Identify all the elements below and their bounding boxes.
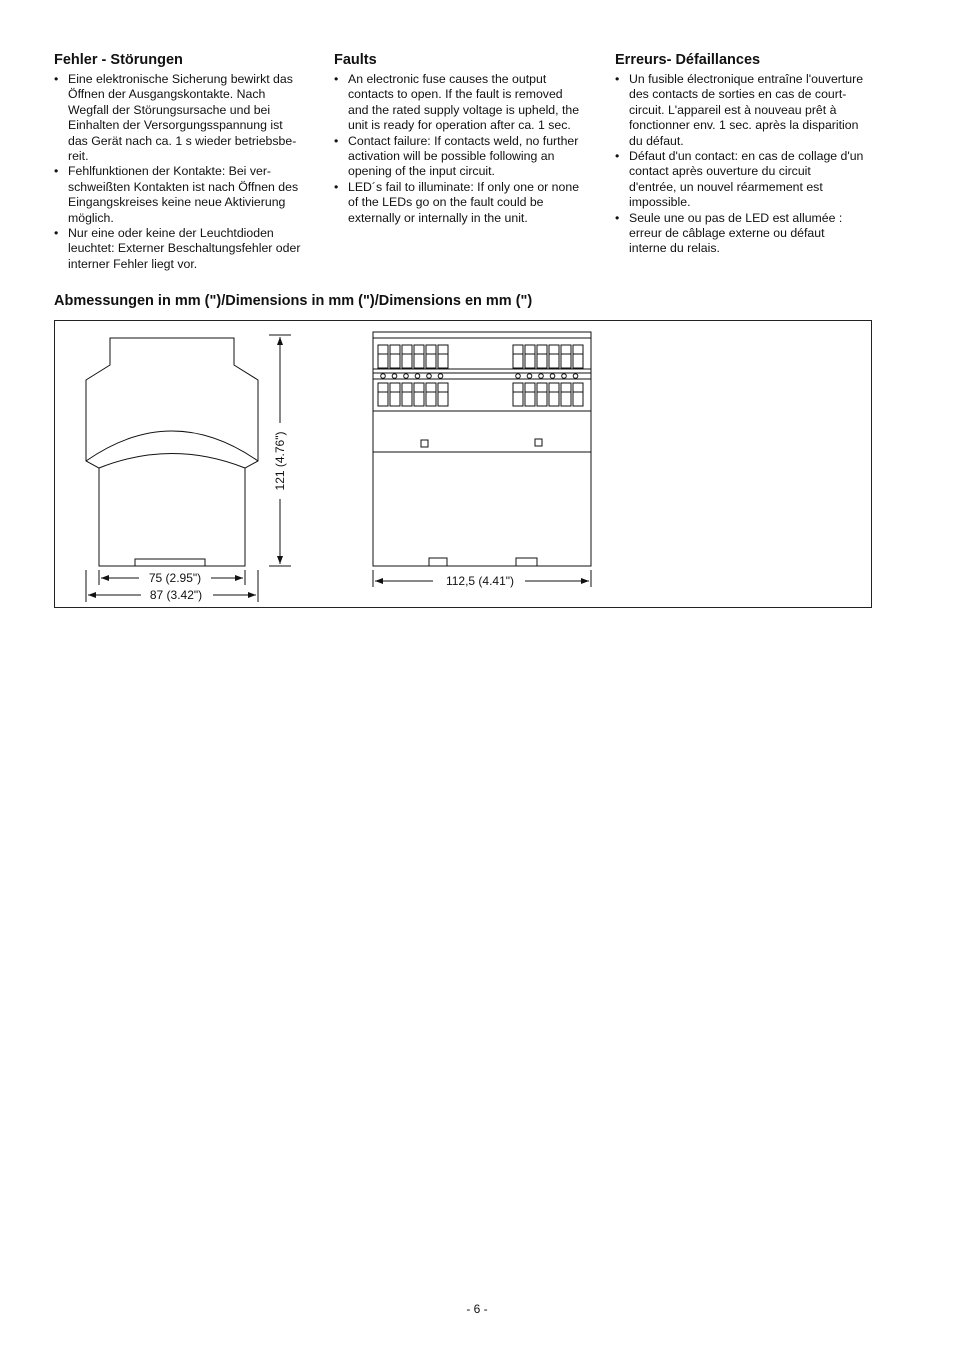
bullet-line: Un fusible électronique entraîne l'ouverture	[629, 72, 864, 86]
bullet-line: Défaut d'un contact: en cas de collage d'un	[629, 149, 864, 164]
bullet-line: Contact failure: If contacts weld, no further	[348, 133, 579, 148]
terminal-screw	[438, 374, 443, 379]
terminal-slot	[513, 383, 523, 406]
bullet-line: opening of the input circuit.	[348, 164, 495, 179]
bullet-line: circuit. L'appareil est à nouveau prêt à	[629, 102, 837, 117]
bullet-glyph: •	[54, 72, 59, 86]
terminal-slot	[549, 383, 559, 406]
page-number: - 6 -	[466, 1302, 488, 1316]
terminal-slot	[378, 345, 388, 368]
bullet-glyph: •	[334, 133, 339, 148]
terminal-slot	[537, 345, 547, 368]
bullet-line: das Gerät nach ca. 1 s wieder betriebsbe-	[68, 133, 297, 148]
bullet-line: des contacts de sorties en cas de court-	[629, 87, 847, 102]
terminal-slot	[402, 383, 412, 406]
heading-german: Fehler - Störungen	[54, 52, 183, 68]
terminal-slot	[402, 345, 412, 368]
bullet-item	[615, 211, 877, 257]
bullet-line: möglich.	[68, 210, 114, 225]
bullet-line: Öffnen der Ausgangskontakte. Nach	[68, 87, 266, 102]
column-english	[334, 52, 596, 226]
bullet-glyph: •	[334, 179, 339, 194]
bullet-line: externally or internally in the unit.	[348, 210, 528, 225]
bullet-item	[334, 72, 596, 134]
heading-french: Erreurs- Défaillances	[615, 52, 761, 68]
terminal-slot	[378, 383, 388, 406]
terminal-screw	[562, 374, 567, 379]
bullet-glyph: •	[615, 149, 620, 164]
list-english	[334, 72, 596, 226]
dimensions-frame	[54, 320, 872, 608]
bullet-line: of the LEDs go on the fault could be	[348, 195, 544, 210]
terminal-slot	[537, 383, 547, 406]
bullet-line: impossible.	[629, 195, 691, 210]
terminal-screw	[516, 374, 521, 379]
terminal-slot	[573, 345, 583, 368]
terminal-slot	[438, 383, 448, 406]
bullet-line: contact après ouverture du circuit	[629, 164, 811, 179]
bullet-line: contacts to open. If the fault is removed	[348, 87, 563, 102]
terminal-slot	[525, 383, 535, 406]
bullet-item	[54, 72, 316, 164]
heading-english: Faults	[334, 52, 377, 68]
bullet-item	[615, 149, 877, 211]
bullet-line: erreur de câblage externe ou défaut	[629, 226, 825, 241]
bullet-line: activation will be possible following an	[348, 149, 555, 164]
front-view-outline	[373, 332, 591, 566]
bullet-item	[54, 226, 316, 272]
terminal-slot	[390, 345, 400, 368]
terminal-slot	[561, 345, 571, 368]
bullet-line: Seule une ou pas de LED est allumée :	[629, 210, 843, 225]
bullet-line: d'entrée, un nouvel réarmement est	[629, 179, 823, 194]
terminal-screw	[427, 374, 432, 379]
terminal-screw	[415, 374, 420, 379]
terminal-screw	[527, 374, 532, 379]
width-inner-label: 75 (2.95")	[148, 571, 202, 585]
bullet-line: du défaut.	[629, 133, 684, 148]
height-label: 121 (4.76")	[273, 431, 287, 491]
terminal-screw	[392, 374, 397, 379]
bullet-item	[615, 72, 877, 149]
bullet-line: and the rated supply voltage is upheld, the	[348, 102, 580, 117]
bullet-line: unit is ready for operation after ca. 1 sec.	[348, 118, 571, 133]
bullet-line: fonctionner env. 1 sec. après la disparition	[629, 118, 859, 133]
bullet-glyph: •	[615, 72, 620, 86]
terminal-slot	[414, 383, 424, 406]
bullet-line: Eingangskreises keine neue Aktivierung	[68, 195, 286, 210]
bullet-line: Eine elektronische Sicherung bewirkt das	[68, 72, 293, 86]
terminal-slot	[525, 345, 535, 368]
bullet-item	[334, 180, 596, 226]
column-french	[615, 52, 877, 257]
terminal-slot	[390, 383, 400, 406]
bullet-line: reit.	[68, 149, 89, 164]
terminal-slot	[513, 345, 523, 368]
terminal-screw	[381, 374, 386, 379]
side-view-outline	[86, 338, 258, 566]
terminal-blocks	[378, 345, 583, 406]
bullet-line: An electronic fuse causes the output	[348, 72, 547, 86]
list-german	[54, 72, 316, 272]
terminal-screw	[404, 374, 409, 379]
bullet-line: Fehlfunktionen der Kontakte: Bei ver-	[68, 164, 272, 179]
bullet-line: Wegfall der Störungsursache und bei	[68, 102, 271, 117]
terminal-screw	[539, 374, 544, 379]
bullet-item	[54, 164, 316, 226]
column-german	[54, 52, 316, 272]
terminal-slot	[549, 345, 559, 368]
list-french	[615, 72, 877, 257]
bullet-line: interne du relais.	[629, 241, 720, 256]
bullet-glyph: •	[54, 226, 59, 241]
bullet-line: LED´s fail to illuminate: If only one or none	[348, 179, 580, 194]
bullet-line: schweißten Kontakten ist nach Öffnen des	[68, 179, 299, 194]
terminal-screw	[550, 374, 555, 379]
terminal-slot	[438, 345, 448, 368]
dimension-drawing	[55, 321, 873, 609]
bullet-line: leuchtet: Externer Beschaltungsfehler oder	[68, 241, 301, 256]
width-outer-label: 87 (3.42")	[149, 588, 203, 602]
terminal-slot	[426, 345, 436, 368]
bullet-line: Einhalten der Versorgungsspannung ist	[68, 118, 283, 133]
front-width-label: 112,5 (4.41")	[445, 574, 515, 588]
terminal-slot	[573, 383, 583, 406]
bullet-glyph: •	[334, 72, 339, 86]
bullet-line: interner Fehler liegt vor.	[68, 256, 198, 271]
terminal-slot	[414, 345, 424, 368]
terminal-slot	[561, 383, 571, 406]
bullet-line: Nur eine oder keine der Leuchtdioden	[68, 226, 274, 241]
terminal-screw	[573, 374, 578, 379]
bullet-item	[334, 134, 596, 180]
bullet-glyph: •	[615, 210, 620, 225]
dimensions-heading: Abmessungen in mm (")/Dimensions in mm (")/Dimensions en mm (")	[54, 293, 533, 309]
terminal-slot	[426, 383, 436, 406]
bullet-glyph: •	[54, 164, 59, 179]
